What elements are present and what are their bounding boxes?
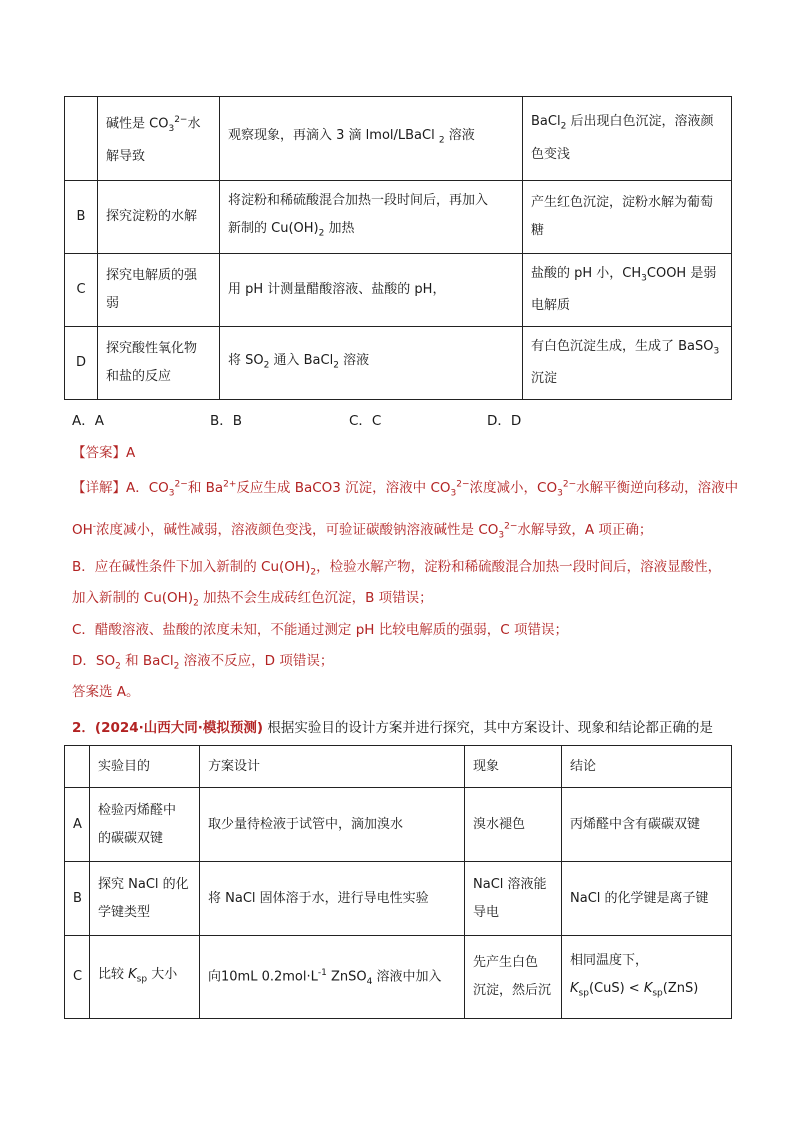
header-cell: 实验目的: [90, 746, 200, 788]
row-label: C: [65, 936, 90, 1019]
table-row: [65, 862, 732, 936]
question-source: 2．(2024·山西大同·模拟预测): [72, 720, 264, 736]
design-cell: 观察现象，再滴入 3 滴 lmol/LBaCl $_2$ 溶液: [220, 97, 523, 181]
purpose-cell: 探究淀粉的水解: [98, 181, 220, 254]
phenomenon-cell: BaCl$_2$ 后出现白色沉淀，溶液颜 色变浅: [523, 97, 732, 181]
phenomenon-cell: 溴水褪色: [465, 788, 562, 862]
table-row: [65, 97, 732, 181]
row-label: B: [65, 181, 98, 254]
detail-line: D．$SO_2$ 和 BaCl$_2$ 溶液不反应，D 项错误；: [72, 653, 334, 672]
option-d: D．D: [487, 413, 522, 429]
question-stem: 根据实验目的设计方案并进行探究，其中方案设计、现象和结论都正确的是: [267, 720, 713, 736]
option-c: C．C: [349, 413, 382, 429]
table-row: [65, 936, 732, 1019]
conclusion-cell: 相同温度下， $K_{sp}(CuS) < K_{sp}(ZnS)$: [562, 936, 732, 1019]
row-label: A: [65, 788, 90, 862]
table-2: [64, 745, 732, 1019]
answer: 【答案】A: [72, 445, 136, 461]
row-label: D: [65, 327, 98, 400]
table-row: [65, 788, 732, 862]
detail-line: C．醋酸溶液、盐酸的浓度未知，不能通过测定 pH 比较电解质的强弱，C 项错误；: [72, 622, 568, 638]
table-1: [64, 96, 732, 400]
detail-line: 【详解】A．$CO_3^{2-}$和 $Ba^{2+}$反应生成 BaCO3 沉淀，溶液中 $CO_3^{2-}$浓度减小，$CO_3^{2-}$水解平衡逆向移动，溶液中: [72, 479, 739, 499]
header-cell: [65, 746, 90, 788]
purpose-cell: 碱性是 $CO_3^{2-}$水 解导致: [98, 97, 220, 181]
phenomenon-cell: 先产生白色 沉淀，然后沉: [465, 936, 562, 1019]
table-header-row: [65, 746, 732, 788]
design-cell: 取少量待检液于试管中，滴加溴水: [200, 788, 465, 862]
detail-line: B．应在碱性条件下加入新制的 $Cu(OH)_2$，检验水解产物，淀粉和稀硫酸混合加热一段时间后，溶液显酸性，: [72, 559, 722, 578]
purpose-cell: 检验丙烯醛中 的碳碳双键: [90, 788, 200, 862]
purpose-cell: 探究电解质的强 弱: [98, 254, 220, 327]
question-2: [72, 716, 713, 736]
purpose-cell: 探究酸性氧化物 和盐的反应: [98, 327, 220, 400]
header-cell: 现象: [465, 746, 562, 788]
phenomenon-cell: 盐酸的 pH 小，$CH_3COOH$ 是弱 电解质: [523, 254, 732, 327]
purpose-cell: 比较 $K_{sp}$ 大小: [90, 936, 200, 1019]
option-b: B．B: [210, 413, 243, 429]
purpose-cell: 探究 NaCl 的化 学键类型: [90, 862, 200, 936]
detail-line: OH-浓度减小，碱性减弱，溶液颜色变浅，可验证碳酸钠溶液碱性是 $CO_3^{2-}$水解导致，A 项正确；: [72, 521, 653, 541]
detail-line: 加入新制的 $Cu(OH)_2$ 加热不会生成砖红色沉淀，B 项错误；: [72, 590, 433, 609]
conclusion-cell: 丙烯醛中含有碳碳双键: [562, 788, 732, 862]
row-label: C: [65, 254, 98, 327]
design-cell: 将淀粉和稀硫酸混合加热一段时间后，再加入 新制的 $Cu(OH)_2$ 加热: [220, 181, 523, 254]
table-row: [65, 181, 732, 254]
phenomenon-cell: 有白色沉淀生成，生成了 BaSO$_3$ 沉淀: [523, 327, 732, 400]
option-a: A．A: [72, 413, 104, 429]
header-cell: 方案设计: [200, 746, 465, 788]
row-label: [65, 97, 98, 181]
header-cell: 结论: [562, 746, 732, 788]
phenomenon-cell: 产生红色沉淀，淀粉水解为葡萄 糖: [523, 181, 732, 254]
table-row: [65, 327, 732, 400]
design-cell: 用 pH 计测量醋酸溶液、盐酸的 pH，: [220, 254, 523, 327]
conclusion-cell: NaCl 的化学键是离子键: [562, 862, 732, 936]
row-label: B: [65, 862, 90, 936]
conclusion: 答案选 A。: [72, 684, 140, 700]
design-cell: 向10mL $0.2mol\cdot L^{-1}$ ZnSO$_4$ 溶液中加入: [200, 936, 465, 1019]
table-row: [65, 254, 732, 327]
phenomenon-cell: NaCl 溶液能 导电: [465, 862, 562, 936]
design-cell: 将 $SO_2$ 通入 BaCl$_2$ 溶液: [220, 327, 523, 400]
design-cell: 将 NaCl 固体溶于水，进行导电性实验: [200, 862, 465, 936]
